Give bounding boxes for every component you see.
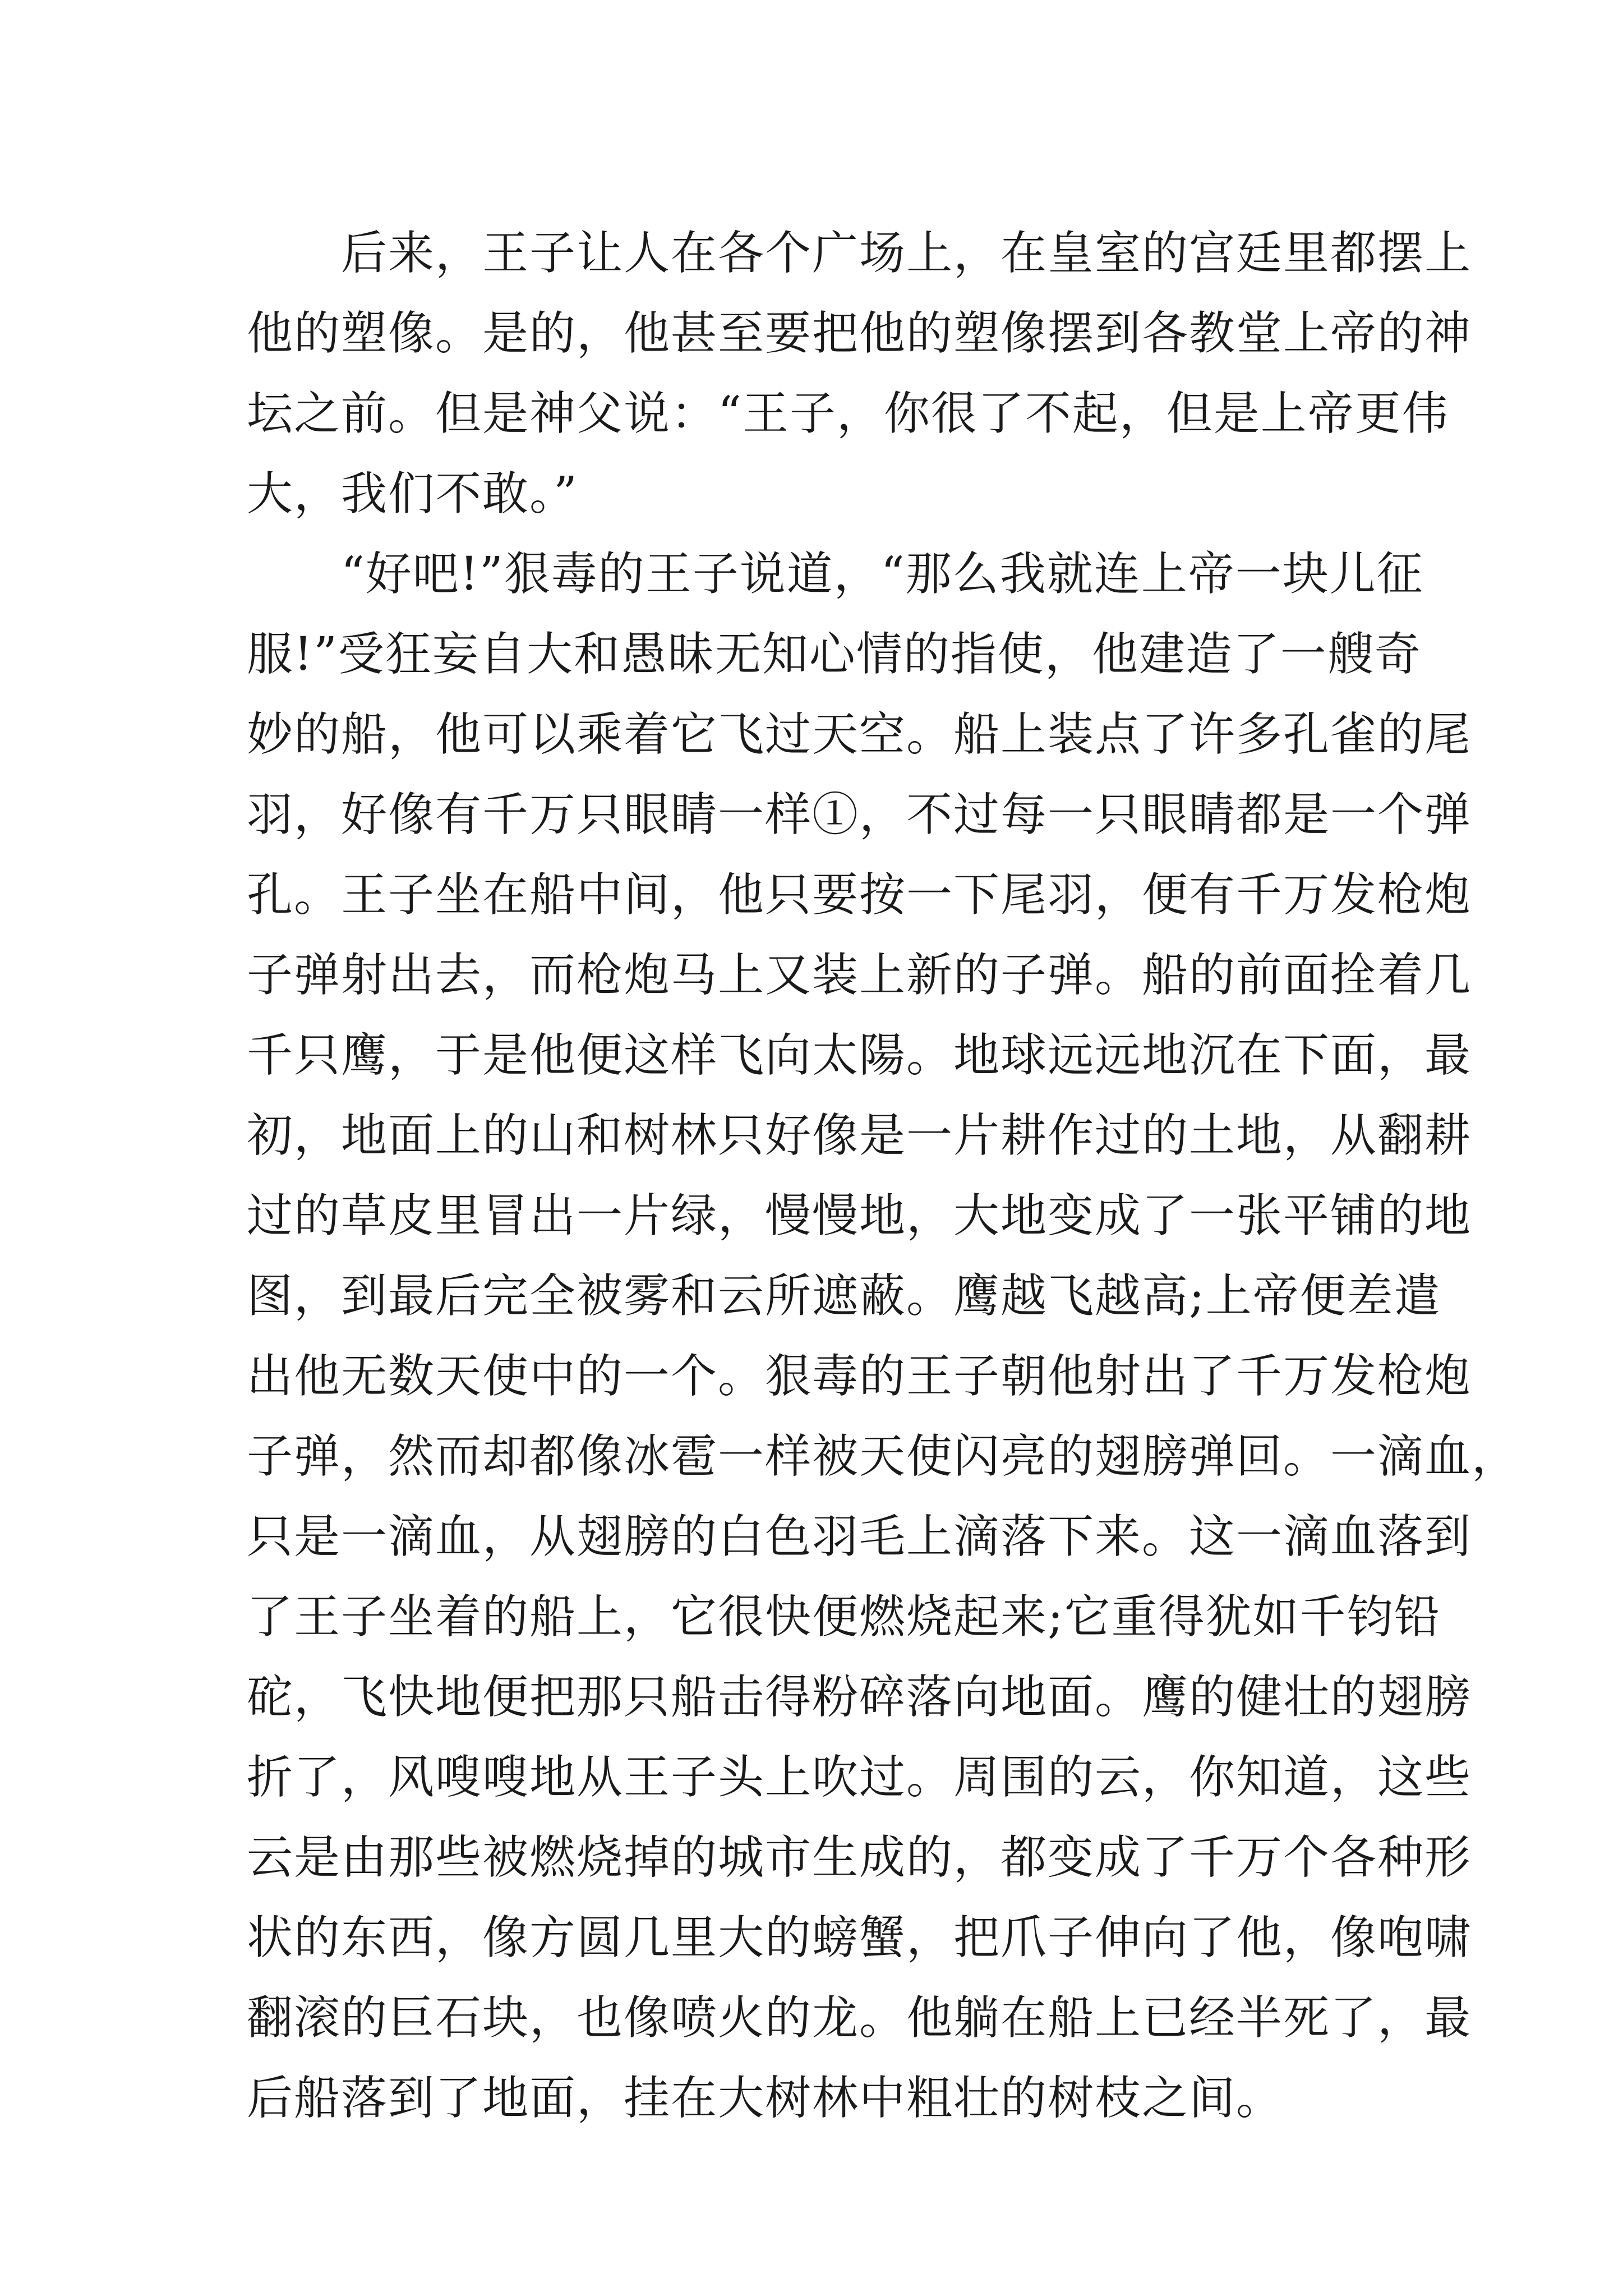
text-line: 折了，风嗖嗖地从王子头上吹过。周围的云，你知道，这些: [247, 1751, 1472, 1804]
text-line: “好吧!”狠毒的王子说道，“那么我就连上帝一块儿征: [247, 547, 1424, 601]
text-line: 初，地面上的山和树林只好像是一片耕作过的土地，从翻耕: [247, 1109, 1472, 1162]
text-line: 他的塑像。是的，他甚至要把他的塑像摆到各教堂上帝的神: [247, 307, 1472, 360]
text-line: 子弹射出去，而枪炮马上又装上新的子弹。船的前面拴着几: [247, 949, 1472, 1002]
body-text: [247, 213, 1519, 2138]
text-line: 云是由那些被燃烧掉的城市生成的，都变成了千万个各种形: [247, 1831, 1472, 1884]
text-line: 状的东西，像方圆几里大的螃蟹，把爪子伸向了他，像咆啸: [247, 1911, 1472, 1964]
text-line: 了王子坐着的船上，它很快便燃烧起来;它重得犹如千钧铅: [247, 1590, 1441, 1644]
text-line: 后船落到了地面，挂在大树林中粗壮的树枝之间。: [247, 2072, 1284, 2125]
text-line: 妙的船，他可以乘着它飞过天空。船上装点了许多孔雀的尾: [247, 708, 1472, 761]
text-line: 大，我们不敢。”: [247, 467, 578, 521]
text-line: 千只鹰，于是他便这样飞向太陽。地球远远地沉在下面，最: [247, 1029, 1472, 1082]
text-line: 子弹，然而却都像冰雹一样被天使闪亮的翅膀弹回。一滴血，: [247, 1430, 1519, 1483]
text-line: 只是一滴血，从翅膀的白色羽毛上滴落下来。这一滴血落到: [247, 1510, 1472, 1563]
text-line: 羽，好像有千万只眼睛一样①，不过每一只眼睛都是一个弹: [247, 788, 1472, 841]
text-line: 服!”受狂妄自大和愚昧无知心情的指使，他建造了一艘奇: [247, 628, 1422, 681]
text-line: 出他无数天使中的一个。狠毒的王子朝他射出了千万发枪炮: [247, 1350, 1472, 1403]
text-line: 图，到最后完全被雾和云所遮蔽。鹰越飞越高;上帝便差遣: [247, 1269, 1441, 1323]
text-line: 孔。王子坐在船中间，他只要按一下尾羽，便有千万发枪炮: [247, 868, 1472, 922]
text-line: 坛之前。但是神父说：“王子，你很了不起，但是上帝更伟: [247, 387, 1449, 440]
text-line: 后来，王子让人在各个广场上，在皇室的宫廷里都摆上: [247, 227, 1472, 280]
text-line: 翻滚的巨石块，也像喷火的龙。他躺在船上已经半死了，最: [247, 1991, 1472, 2045]
text-line: 过的草皮里冒出一片绿，慢慢地，大地变成了一张平铺的地: [247, 1189, 1472, 1243]
text-line: 砣，飞快地便把那只船击得粉碎落向地面。鹰的健壮的翅膀: [247, 1671, 1472, 1724]
